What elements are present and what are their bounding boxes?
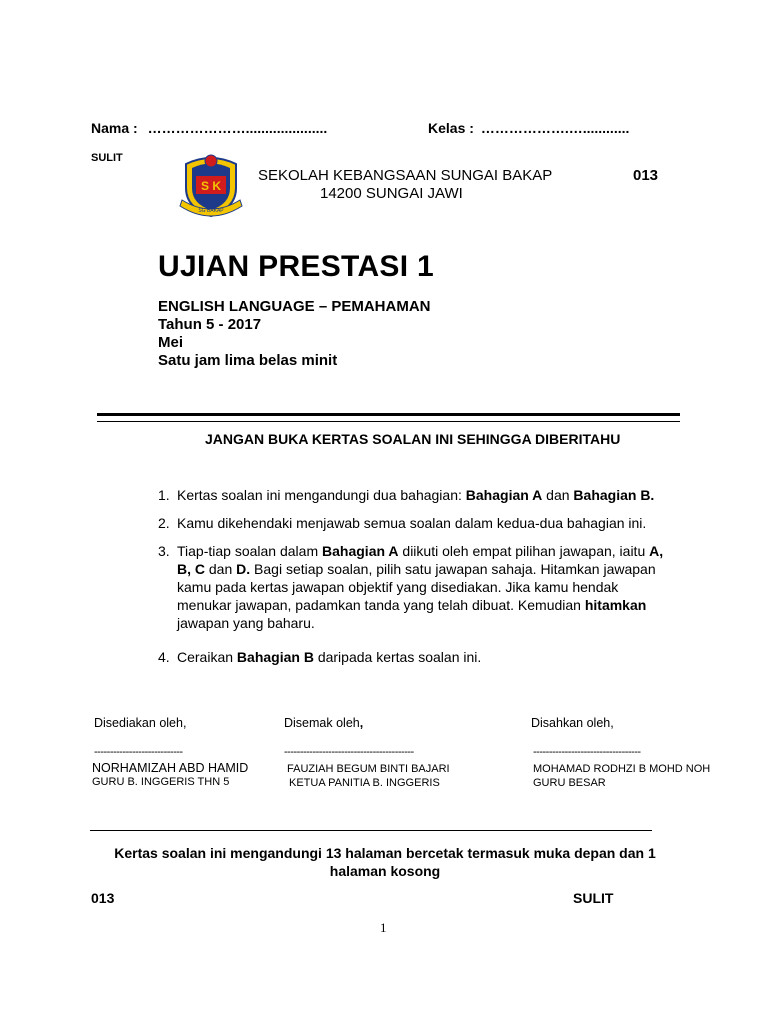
school-logo (178, 150, 244, 220)
nama-dots: …………………..................... (147, 120, 328, 136)
signature-line-prepared: ---------------------------- (94, 746, 183, 758)
checked-by-name: FAUZIAH BEGUM BINTI BAJARI (287, 763, 450, 775)
prepared-by-name: NORHAMIZAH ABD HAMID (92, 761, 249, 775)
instruction-number: 2. (158, 515, 170, 531)
instruction-text (177, 542, 668, 632)
page-count-note: Kertas soalan ini mengandungi 13 halaman bercetak termasuk muka depan dan 1 halaman kosong (114, 845, 656, 879)
kelas-label: Kelas : (428, 120, 474, 136)
page-number: 1 (380, 920, 387, 935)
warning-notice: JANGAN BUKA KERTAS SOALAN INI SEHINGGA DIBERITAHU (205, 431, 621, 447)
school-address: 14200 SUNGAI JAWI (320, 185, 463, 202)
divider-thin (97, 421, 680, 422)
prepared-by-label: Disediakan oleh, (94, 716, 187, 730)
approved-by-name: MOHAMAD RODHZI B MOHD NOH (533, 763, 711, 775)
checked-by-label (284, 716, 363, 730)
instruction-text-part: Kamu dikehendaki menjawab semua soalan dalam kedua-dua bahagian ini. (177, 515, 647, 531)
approved-by-role: GURU BESAR (533, 777, 606, 789)
approved-by-label: Disahkan oleh, (531, 716, 614, 730)
instruction-text-bold: A, B, C (177, 543, 664, 577)
signature-line-approved: ---------------------------------- (533, 746, 641, 758)
instruction-text-part: Kertas soalan ini mengandungi dua bahagian: (177, 487, 466, 503)
school-name: SEKOLAH KEBANGSAAN SUNGAI BAKAP (258, 167, 553, 184)
exam-month: Mei (158, 334, 184, 351)
checked-by-label-text: Disemak oleh (284, 716, 360, 730)
sulit-label-bottom: SULIT (573, 890, 614, 906)
divider-thick (97, 413, 680, 416)
checked-by-label-comma: , (359, 716, 364, 730)
footer-divider (90, 830, 652, 831)
exam-title: UJIAN PRESTASI 1 (158, 250, 434, 283)
instruction-number: 1. (158, 487, 170, 503)
instruction-text-bold: hitamkan (584, 597, 647, 613)
instruction-text-part: Bagi setiap soalan, pilih satu jawapan sahaja. Hitamkan jawapan kamu pada kertas jawapan objektif yang disediakan. Jika kamu hendak menukar jawapan, padamkan tanda yang telah dibuat. Kemudian (177, 561, 656, 613)
instruction-text-part: dan (542, 487, 574, 503)
instruction-text-bold: D. (236, 561, 251, 577)
instruction-number: 3. (158, 543, 170, 559)
instruction-text-part: jawapan yang baharu. (177, 615, 315, 631)
kelas-field (428, 120, 629, 136)
instruction-item (158, 486, 668, 504)
instruction-text-part: daripada kertas soalan ini. (313, 649, 482, 665)
paper-code-top: 013 (633, 167, 659, 184)
instruction-item (158, 514, 668, 532)
kelas-dots: ……………….…............ (480, 120, 630, 136)
nama-label: Nama : (91, 120, 138, 136)
checked-by-role: KETUA PANITIA B. INGGERIS (289, 777, 440, 789)
exam-duration: Satu jam lima belas minit (158, 352, 338, 369)
instruction-text-part: Ceraikan (177, 649, 237, 665)
prepared-by-role: GURU B. INGGERIS THN 5 (92, 776, 230, 788)
paper-code-bottom: 013 (91, 890, 115, 906)
instruction-number: 4. (158, 649, 170, 665)
instruction-text-part: dan (205, 561, 237, 577)
instruction-text-part: Tiap-tiap soalan dalam (177, 543, 323, 559)
instruction-text-part: diikuti oleh empat pilihan jawapan, iaitu (398, 543, 650, 559)
instruction-item (158, 648, 668, 666)
signature-line-checked: ----------------------------------------- (284, 746, 414, 758)
instruction-text (177, 514, 668, 532)
instruction-text-bold: Bahagian A (322, 543, 399, 559)
exam-subject: ENGLISH LANGUAGE – PEMAHAMAN (158, 298, 431, 315)
exam-year: Tahun 5 - 2017 (158, 316, 262, 333)
logo-initials: S K (200, 179, 222, 193)
instruction-text (177, 486, 668, 504)
instruction-text-bold: Bahagian A (465, 487, 543, 503)
sulit-label-top: SULIT (91, 152, 123, 164)
logo-ribbon-text: SG BAKAP (198, 208, 224, 214)
instruction-item (158, 542, 668, 632)
instruction-text (177, 648, 668, 666)
nama-field (91, 120, 327, 136)
instruction-text-bold: Bahagian B (236, 649, 314, 665)
instruction-text-bold: Bahagian B. (573, 487, 655, 503)
